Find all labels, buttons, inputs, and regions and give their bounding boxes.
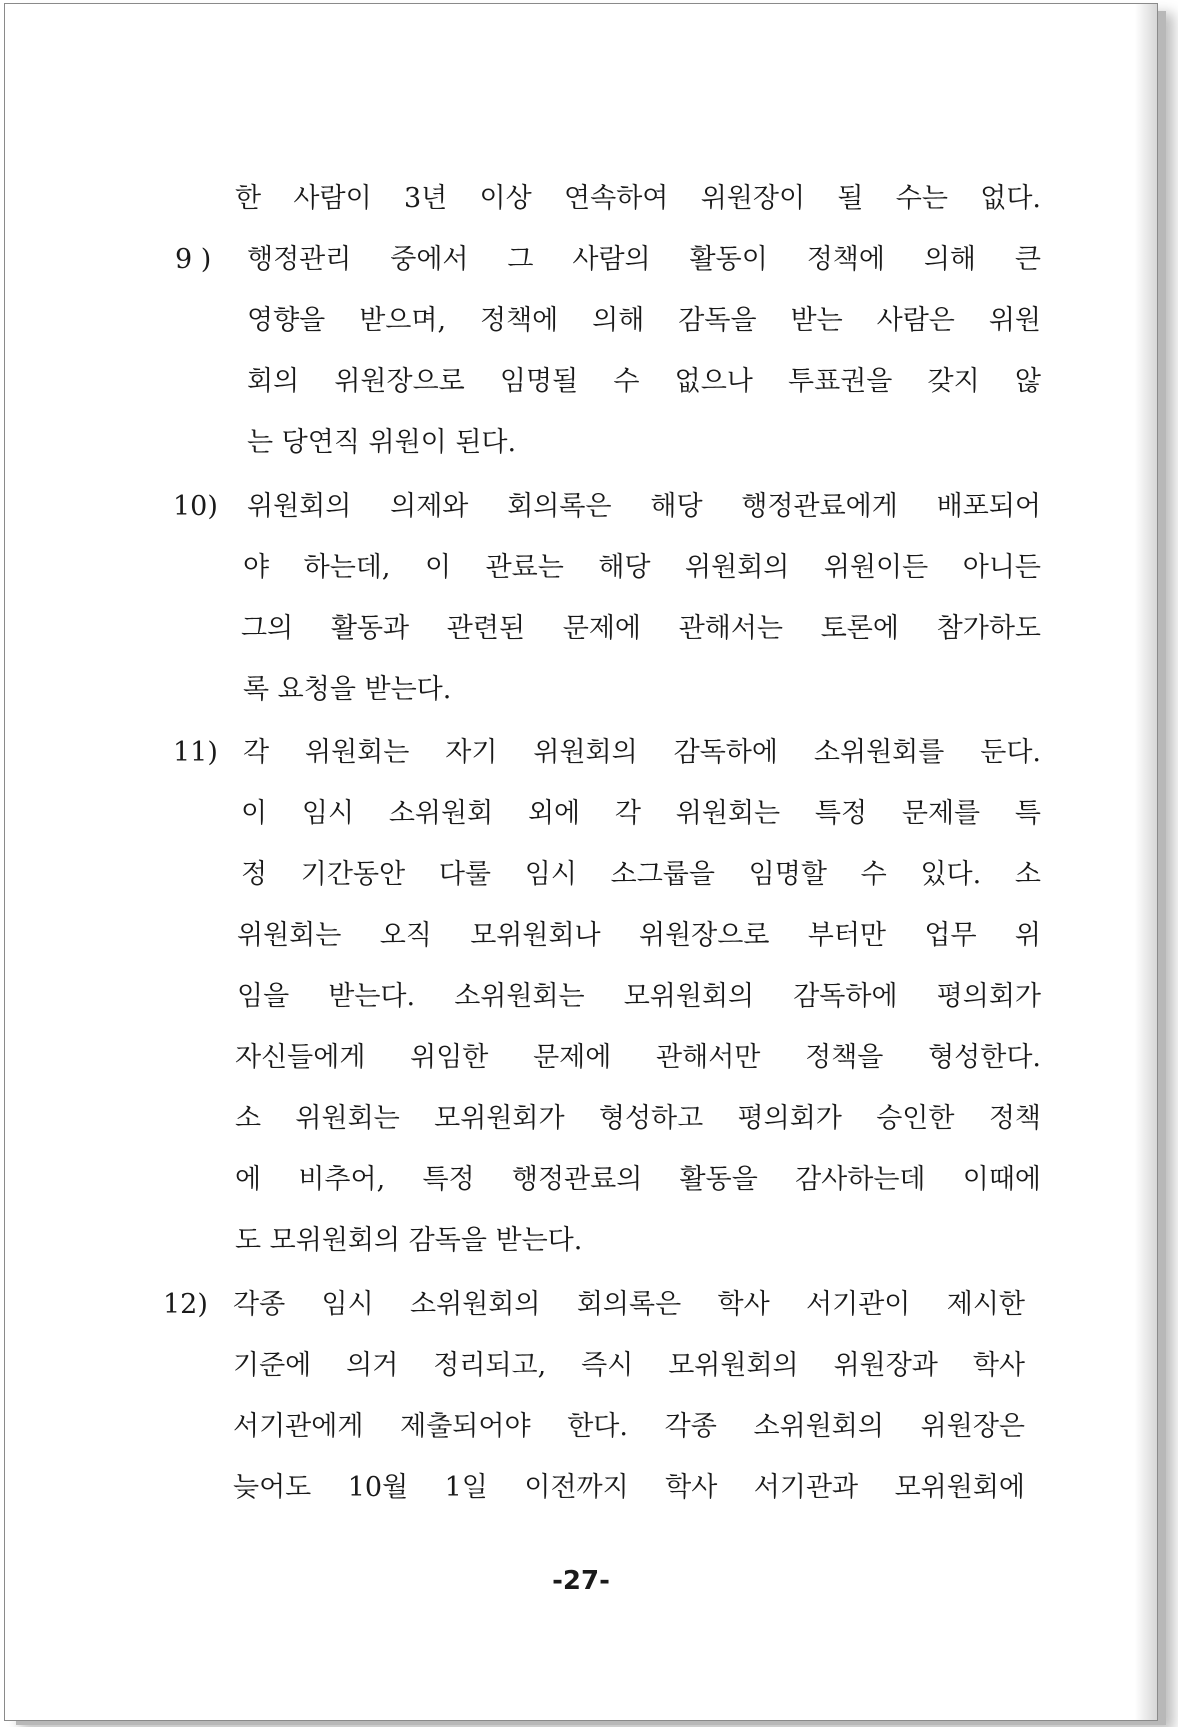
item-line: 자신들에게 위임한 문제에 관해서만 정책을 형성한다. — [235, 1042, 1041, 1073]
item-line: 늦어도 10월 1일 이전까지 학사 서기관과 모위원회에 — [233, 1472, 1025, 1503]
item-line: 임을 받는다. 소위원회는 모위원회의 감독하에 평의회가 — [237, 981, 1041, 1012]
item-line: 기준에 의거 정리되고, 즉시 모위원회의 위원장과 학사 — [233, 1350, 1025, 1381]
item-line: 영향을 받으며, 정책에 의해 감독을 받는 사람은 위원 — [247, 305, 1041, 336]
lead-line: 한 사람이 3년 이상 연속하여 위원장이 될 수는 없다. — [235, 183, 1041, 214]
item-line: 소 위원회는 모위원회가 형성하고 평의회가 승인한 정책 — [235, 1103, 1041, 1134]
item-line: 야 하는데, 이 관료는 해당 위원회의 위원이든 아니든 — [243, 552, 1041, 583]
item-line: 각 위원회는 자기 위원회의 감독하에 소위원회를 둔다. — [243, 737, 1041, 768]
item-marker: 12) — [163, 1289, 208, 1320]
item-line: 록 요청을 받는다. — [243, 674, 452, 705]
item-line: 그의 활동과 관련된 문제에 관해서는 토론에 참가하도 — [241, 613, 1041, 644]
item-line: 위원회는 오직 모위원회나 위원장으로 부터만 업무 위 — [237, 920, 1041, 951]
item-line: 정 기간동안 다룰 임시 소그룹을 임명할 수 있다. 소 — [241, 859, 1041, 890]
item-line: 행정관리 중에서 그 사람의 활동이 정책에 의해 큰 — [247, 244, 1041, 275]
item-marker: 9 ) — [175, 244, 212, 275]
item-line: 서기관에게 제출되어야 한다. 각종 소위원회의 위원장은 — [233, 1411, 1025, 1442]
document-page — [4, 3, 1158, 1721]
item-line: 각종 임시 소위원회의 회의록은 학사 서기관이 제시한 — [233, 1289, 1025, 1320]
item-marker: 10) — [173, 491, 218, 522]
item-line: 위원회의 의제와 회의록은 해당 행정관료에게 배포되어 — [247, 491, 1041, 522]
item-line: 도 모위원회의 감독을 받는다. — [235, 1225, 583, 1256]
item-line: 에 비추어, 특정 행정관료의 활동을 감사하는데 이때에 — [235, 1164, 1041, 1195]
item-marker: 11) — [173, 737, 218, 768]
item-line: 이 임시 소위원회 외에 각 위원회는 특정 문제를 특 — [241, 798, 1041, 829]
item-line: 회의 위원장으로 임명될 수 없으나 투표권을 갖지 않 — [247, 366, 1041, 397]
page-number: -27- — [552, 1566, 610, 1596]
item-line: 는 당연직 위원이 된다. — [247, 427, 517, 458]
